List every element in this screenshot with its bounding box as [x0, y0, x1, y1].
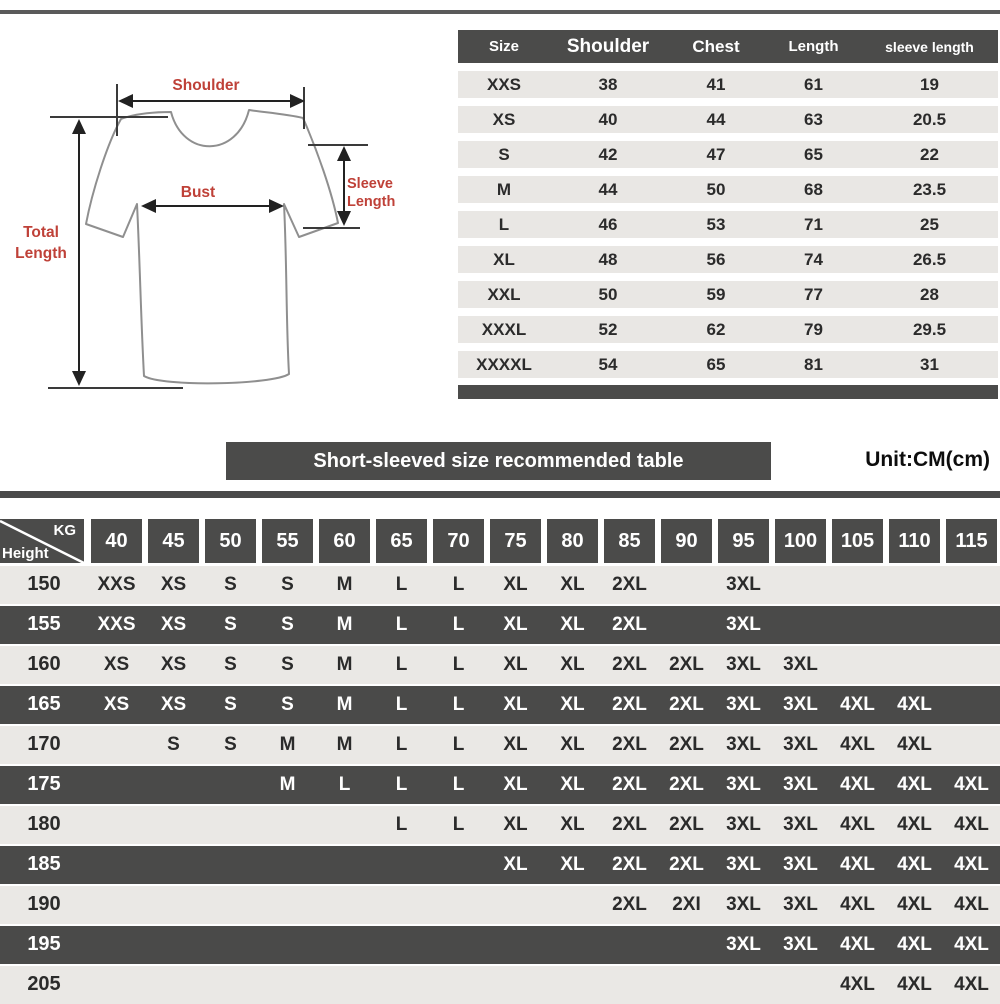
size-recommendation-cell	[829, 606, 886, 644]
size-recommendation-cell	[772, 966, 829, 1004]
size-recommendation-cell: XL	[503, 614, 528, 635]
size-recommendation-cell: L	[395, 694, 408, 715]
size-recommendation-cell: 2XL	[669, 814, 704, 835]
measurement-cell: 56	[706, 249, 726, 269]
size-recommendation-cell: 4XL	[897, 734, 932, 755]
weight-header-cell: 85	[604, 519, 655, 563]
size-recommendation-cell: 3XL	[783, 654, 818, 675]
size-recommendation-cell: 3XL	[726, 814, 761, 835]
size-recommendation-cell	[943, 646, 1000, 684]
size-name-cell: XXS	[486, 74, 522, 94]
size-recommendation-cell: S	[224, 654, 237, 675]
size-recommendation-cell: M	[336, 654, 353, 675]
size-recommendation-cell	[202, 886, 259, 924]
measurement-cell: 50	[598, 284, 618, 304]
measurement-cell: 42	[598, 144, 618, 164]
size-recommendation-cell: 4XL	[954, 934, 989, 955]
size-recommendation-cell: L	[395, 774, 408, 795]
size-recommendation-cell: S	[224, 734, 237, 755]
size-recommendation-cell	[316, 886, 373, 924]
recommend-row	[0, 604, 1000, 644]
size-recommendation-cell: XS	[160, 574, 187, 595]
kg-label: KG	[53, 522, 76, 539]
size-recommendation-cell: 2XL	[612, 854, 647, 875]
weight-header-cell: 100	[775, 519, 826, 563]
measurement-cell: 47	[706, 144, 726, 164]
size-recommendation-cell: 2XL	[612, 654, 647, 675]
size-recommendation-cell: 3XL	[783, 934, 818, 955]
size-name-cell: XXXXL	[476, 354, 532, 374]
measurement-cell: 23.5	[912, 179, 947, 199]
size-recommendation-cell: 2XL	[669, 774, 704, 795]
size-recommendation-cell	[316, 806, 373, 844]
size-recommendation-cell	[202, 926, 259, 964]
size-name-cell: L	[498, 214, 510, 234]
size-recommendation-cell	[373, 966, 430, 1004]
recommend-row	[0, 884, 1000, 924]
measurement-cell: 25	[920, 214, 939, 234]
size-recommendation-cell: XXS	[97, 574, 136, 595]
size-name-cell: S	[498, 144, 510, 164]
size-recommendation-cell	[658, 966, 715, 1004]
size-recommendation-cell	[259, 966, 316, 1004]
size-table-row	[458, 316, 998, 343]
size-recommendation-cell: XL	[560, 854, 585, 875]
recommend-row	[0, 724, 1000, 764]
size-recommendation-cell	[430, 966, 487, 1004]
size-recommendation-cell	[886, 646, 943, 684]
size-recommendation-cell	[658, 606, 715, 644]
size-recommendation-cell: M	[279, 774, 296, 795]
recommend-row	[0, 644, 1000, 684]
size-recommendation-cell	[430, 926, 487, 964]
measurement-cell: 77	[804, 284, 823, 304]
size-recommendation-cell: XL	[503, 774, 528, 795]
weight-header-cell: 70	[433, 519, 484, 563]
size-recommendation-cell: XL	[503, 814, 528, 835]
measurement-cell: 65	[804, 144, 823, 164]
recommend-table	[0, 518, 1000, 1004]
size-recommendation-cell: 2XL	[612, 814, 647, 835]
size-recommendation-cell: L	[395, 814, 408, 835]
recommend-row	[0, 804, 1000, 844]
recommend-row	[0, 564, 1000, 604]
size-recommendation-cell	[88, 806, 145, 844]
size-recommendation-cell: 4XL	[954, 774, 989, 795]
measurement-cell: 68	[804, 179, 823, 199]
size-table-header-cell: Length	[788, 38, 839, 55]
size-recommendation-cell	[943, 566, 1000, 604]
size-recommendation-cell: 4XL	[840, 814, 875, 835]
size-name-cell: XXL	[487, 284, 521, 304]
size-recommendation-cell	[487, 886, 544, 924]
size-recommendation-cell: 4XL	[840, 734, 875, 755]
size-table-header	[458, 30, 998, 63]
size-recommendation-cell: L	[338, 774, 351, 795]
size-recommendation-cell: L	[452, 654, 465, 675]
height-label: Height	[2, 545, 49, 562]
measurement-cell: 31	[920, 354, 939, 374]
size-recommendation-cell	[316, 846, 373, 884]
section-divider	[0, 491, 1000, 498]
size-table-body	[458, 71, 998, 378]
size-recommendation-cell	[88, 966, 145, 1004]
measurement-cell: 46	[598, 214, 618, 234]
size-table-row	[458, 211, 998, 238]
size-recommendation-cell: 2XL	[612, 894, 647, 915]
size-recommendation-cell: XS	[103, 694, 130, 715]
size-recommendation-cell: XS	[103, 654, 130, 675]
size-recommendation-cell: 4XL	[840, 854, 875, 875]
recommend-row	[0, 924, 1000, 964]
recommend-row	[0, 764, 1000, 804]
size-recommendation-cell: 2XL	[669, 854, 704, 875]
size-recommendation-cell	[886, 566, 943, 604]
height-value-cell: 150	[27, 573, 61, 595]
recommend-row	[0, 964, 1000, 1004]
measurement-cell: 74	[804, 249, 823, 269]
size-recommendation-cell: L	[395, 734, 408, 755]
size-recommendation-cell	[544, 926, 601, 964]
unit-label: Unit:CM(cm)	[865, 448, 990, 471]
size-recommendation-cell	[202, 806, 259, 844]
size-recommendation-cell: 4XL	[840, 694, 875, 715]
size-recommendation-cell	[88, 766, 145, 804]
size-recommendation-cell	[829, 646, 886, 684]
size-recommendation-cell	[772, 566, 829, 604]
size-recommendation-cell: 2XL	[669, 734, 704, 755]
size-recommendation-cell	[943, 606, 1000, 644]
measurement-cell: 29.5	[912, 319, 947, 339]
size-recommendation-cell: M	[279, 734, 296, 755]
size-recommendation-cell: XL	[503, 854, 528, 875]
size-recommendation-cell	[373, 926, 430, 964]
size-recommendation-cell: 4XL	[954, 894, 989, 915]
size-table-row	[458, 176, 998, 203]
size-recommendation-cell	[202, 766, 259, 804]
size-recommendation-cell	[658, 926, 715, 964]
size-recommendation-cell: M	[336, 574, 353, 595]
size-recommendation-cell: 4XL	[897, 974, 932, 995]
size-recommendation-cell: S	[224, 574, 237, 595]
size-table-header-cell: Chest	[692, 36, 740, 56]
size-recommendation-cell	[886, 606, 943, 644]
size-recommendation-cell: 4XL	[840, 774, 875, 795]
bust-label: Bust	[180, 184, 216, 201]
weight-header-cell: 40	[91, 519, 142, 563]
size-recommendation-cell: 4XL	[840, 974, 875, 995]
size-recommendation-cell: 2XL	[612, 614, 647, 635]
size-recommendation-cell: 4XL	[897, 894, 932, 915]
size-recommendation-cell	[145, 846, 202, 884]
height-value-cell: 190	[27, 893, 61, 915]
size-recommendation-cell: 3XL	[726, 654, 761, 675]
size-recommendation-cell	[145, 766, 202, 804]
measurement-cell: 54	[598, 354, 618, 374]
size-table	[458, 30, 998, 399]
size-recommendation-cell	[145, 966, 202, 1004]
size-recommendation-cell	[202, 966, 259, 1004]
weight-header-cell: 80	[547, 519, 598, 563]
weight-header-cell: 75	[490, 519, 541, 563]
measurement-cell: 19	[920, 74, 939, 94]
size-recommendation-cell	[544, 886, 601, 924]
sleeve-length-label: Length	[347, 194, 396, 210]
height-value-cell: 205	[27, 973, 61, 995]
size-recommendation-cell: XL	[560, 734, 585, 755]
weight-header-cell: 115	[946, 519, 997, 563]
size-recommendation-cell: 2XI	[672, 894, 701, 915]
size-name-cell: XXXL	[481, 319, 527, 339]
size-recommendation-cell	[259, 846, 316, 884]
total-length-label: Total	[23, 224, 59, 241]
size-recommendation-cell	[145, 806, 202, 844]
size-recommendation-cell: 3XL	[783, 814, 818, 835]
measurement-cell: 52	[598, 319, 618, 339]
weight-header-row	[0, 518, 1000, 564]
weight-header-cell: 45	[148, 519, 199, 563]
size-table-header-cell: sleeve length	[885, 38, 974, 55]
size-recommendation-cell	[601, 926, 658, 964]
shoulder-label: Shoulder	[172, 77, 240, 94]
size-recommendation-cell: 3XL	[783, 894, 818, 915]
recommend-row	[0, 684, 1000, 724]
size-recommendation-cell: L	[395, 654, 408, 675]
weight-header-cell: 95	[718, 519, 769, 563]
size-recommendation-cell: L	[452, 574, 465, 595]
size-recommendation-cell: XL	[560, 774, 585, 795]
size-recommendation-cell: 4XL	[897, 814, 932, 835]
size-recommendation-cell: M	[336, 694, 353, 715]
size-recommendation-cell	[829, 566, 886, 604]
size-recommendation-cell	[601, 966, 658, 1004]
size-recommendation-cell: XL	[560, 814, 585, 835]
size-recommendation-cell	[88, 886, 145, 924]
size-recommendation-cell: 3XL	[726, 574, 761, 595]
size-recommendation-cell	[772, 606, 829, 644]
size-recommendation-cell: L	[395, 614, 408, 635]
size-recommendation-cell: 2XL	[669, 654, 704, 675]
banner	[0, 442, 1000, 482]
size-recommendation-cell	[145, 886, 202, 924]
measurement-cell: 28	[920, 284, 939, 304]
size-table-header-cell: Size	[488, 38, 519, 55]
size-recommendation-cell	[316, 926, 373, 964]
size-recommendation-cell: 4XL	[954, 814, 989, 835]
size-recommendation-cell	[259, 926, 316, 964]
size-table-row	[458, 71, 998, 98]
measurement-cell: 65	[706, 354, 726, 374]
size-table-row	[458, 141, 998, 168]
size-recommendation-cell: XL	[503, 574, 528, 595]
size-recommendation-cell: 2XL	[669, 694, 704, 715]
measurement-cell: 71	[804, 214, 823, 234]
height-value-cell: 170	[27, 733, 61, 755]
measurement-cell: 50	[706, 179, 726, 199]
measurement-cell: 62	[706, 319, 726, 339]
size-recommendation-cell: L	[452, 774, 465, 795]
size-recommendation-cell: XL	[503, 654, 528, 675]
size-recommendation-cell: S	[224, 694, 237, 715]
measurement-cell: 40	[598, 109, 618, 129]
size-table-row	[458, 246, 998, 273]
size-recommendation-cell	[88, 726, 145, 764]
size-recommendation-cell: L	[452, 614, 465, 635]
weight-header-cell: 65	[376, 519, 427, 563]
size-recommendation-cell: 4XL	[954, 854, 989, 875]
size-recommendation-cell: L	[395, 574, 408, 595]
measurement-cell: 61	[804, 74, 823, 94]
tshirt-outline	[86, 110, 338, 383]
height-value-cell: 175	[27, 773, 61, 795]
measurement-cell: 41	[706, 74, 726, 94]
size-recommendation-cell: 2XL	[612, 694, 647, 715]
size-recommendation-cell	[259, 806, 316, 844]
size-recommendation-cell: 3XL	[726, 774, 761, 795]
measurement-cell: 53	[706, 214, 726, 234]
weight-header-cell: 50	[205, 519, 256, 563]
size-recommendation-cell	[202, 846, 259, 884]
height-value-cell: 160	[27, 653, 61, 675]
weight-header-cell: 55	[262, 519, 313, 563]
height-value-cell: 185	[27, 853, 61, 875]
size-recommendation-cell: 2XL	[612, 774, 647, 795]
recommend-table-body	[0, 564, 1000, 1004]
size-recommendation-cell: 4XL	[897, 774, 932, 795]
size-recommendation-cell: XS	[160, 614, 187, 635]
size-recommendation-cell: XS	[160, 694, 187, 715]
measurement-cell: 38	[598, 74, 618, 94]
weight-header-cell: 90	[661, 519, 712, 563]
size-recommendation-cell: 4XL	[897, 694, 932, 715]
size-recommendation-cell: XXS	[97, 614, 136, 635]
size-recommendation-cell	[943, 686, 1000, 724]
size-recommendation-cell: 4XL	[840, 894, 875, 915]
size-recommendation-cell: L	[452, 734, 465, 755]
total-length-label: Length	[15, 245, 67, 262]
size-recommendation-cell	[943, 726, 1000, 764]
size-recommendation-cell: XL	[560, 654, 585, 675]
size-recommendation-cell	[487, 926, 544, 964]
size-recommendation-cell: 3XL	[726, 614, 761, 635]
size-recommendation-cell	[715, 966, 772, 1004]
weight-header-cell: 105	[832, 519, 883, 563]
measurement-cell: 44	[598, 179, 618, 199]
size-recommendation-cell: 2XL	[612, 734, 647, 755]
size-table-row	[458, 281, 998, 308]
measurement-cell: 81	[804, 354, 823, 374]
size-name-cell: M	[496, 179, 512, 199]
size-recommendation-cell: S	[281, 574, 294, 595]
size-recommendation-cell: 2XL	[612, 574, 647, 595]
size-recommendation-cell: 3XL	[726, 894, 761, 915]
size-recommendation-cell: M	[336, 734, 353, 755]
size-recommendation-cell: XS	[160, 654, 187, 675]
size-recommendation-cell: 3XL	[783, 774, 818, 795]
measurement-cell: 48	[598, 249, 618, 269]
measurement-cell: 22	[920, 144, 939, 164]
weight-header-cell: 110	[889, 519, 940, 563]
size-recommendation-cell	[145, 926, 202, 964]
size-recommendation-cell: XL	[503, 694, 528, 715]
banner-title: Short-sleeved size recommended table	[226, 442, 771, 480]
size-recommendation-cell: 3XL	[783, 854, 818, 875]
size-table-footer-bar	[458, 385, 998, 399]
height-value-cell: 195	[27, 933, 61, 955]
size-recommendation-cell: XL	[560, 614, 585, 635]
size-recommendation-cell: 4XL	[897, 934, 932, 955]
measurement-cell: 79	[804, 319, 823, 339]
size-recommendation-cell: 3XL	[726, 854, 761, 875]
size-recommendation-cell	[316, 966, 373, 1004]
size-recommendation-cell: 3XL	[783, 694, 818, 715]
size-recommendation-cell: 4XL	[840, 934, 875, 955]
size-recommendation-cell	[430, 886, 487, 924]
size-recommendation-cell: XL	[560, 574, 585, 595]
size-recommendation-cell: L	[452, 694, 465, 715]
size-recommendation-cell	[259, 886, 316, 924]
size-table-header-cell: Shoulder	[566, 35, 650, 57]
kg-height-corner-cell	[0, 519, 84, 563]
height-value-cell: 165	[27, 693, 61, 715]
size-recommendation-cell: XL	[560, 694, 585, 715]
size-recommendation-cell	[487, 966, 544, 1004]
size-recommendation-cell	[658, 566, 715, 604]
size-recommendation-cell	[88, 926, 145, 964]
size-recommendation-cell: S	[167, 734, 180, 755]
height-value-cell: 180	[27, 813, 61, 835]
size-recommendation-cell: 3XL	[726, 934, 761, 955]
measurement-cell: 44	[706, 109, 726, 129]
size-recommendation-cell: 3XL	[726, 694, 761, 715]
size-recommendation-cell: 3XL	[726, 734, 761, 755]
tshirt-measurement-diagram	[0, 0, 460, 435]
size-recommendation-cell: 4XL	[954, 974, 989, 995]
size-recommendation-cell	[373, 846, 430, 884]
size-recommendation-cell: S	[224, 614, 237, 635]
size-recommendation-cell: 4XL	[897, 854, 932, 875]
size-recommendation-cell: L	[452, 814, 465, 835]
measurement-cell: 20.5	[912, 109, 947, 129]
recommend-row	[0, 844, 1000, 884]
sleeve-length-label: Sleeve	[347, 176, 393, 192]
height-value-cell: 155	[27, 613, 61, 635]
measurement-cell: 63	[804, 109, 823, 129]
size-recommendation-cell	[544, 966, 601, 1004]
measurement-cell: 26.5	[912, 249, 947, 269]
size-name-cell: XS	[492, 109, 516, 129]
size-recommendation-cell: S	[281, 694, 294, 715]
size-recommendation-cell: M	[336, 614, 353, 635]
size-recommendation-cell: S	[281, 614, 294, 635]
size-recommendation-cell	[88, 846, 145, 884]
size-recommendation-cell: S	[281, 654, 294, 675]
size-table-row	[458, 351, 998, 378]
size-table-row	[458, 106, 998, 133]
size-recommendation-cell: 3XL	[783, 734, 818, 755]
size-name-cell: XL	[493, 249, 515, 269]
measurement-cell: 59	[706, 284, 726, 304]
size-recommendation-cell	[373, 886, 430, 924]
size-recommendation-cell: XL	[503, 734, 528, 755]
size-recommendation-cell	[430, 846, 487, 884]
weight-header-cell: 60	[319, 519, 370, 563]
